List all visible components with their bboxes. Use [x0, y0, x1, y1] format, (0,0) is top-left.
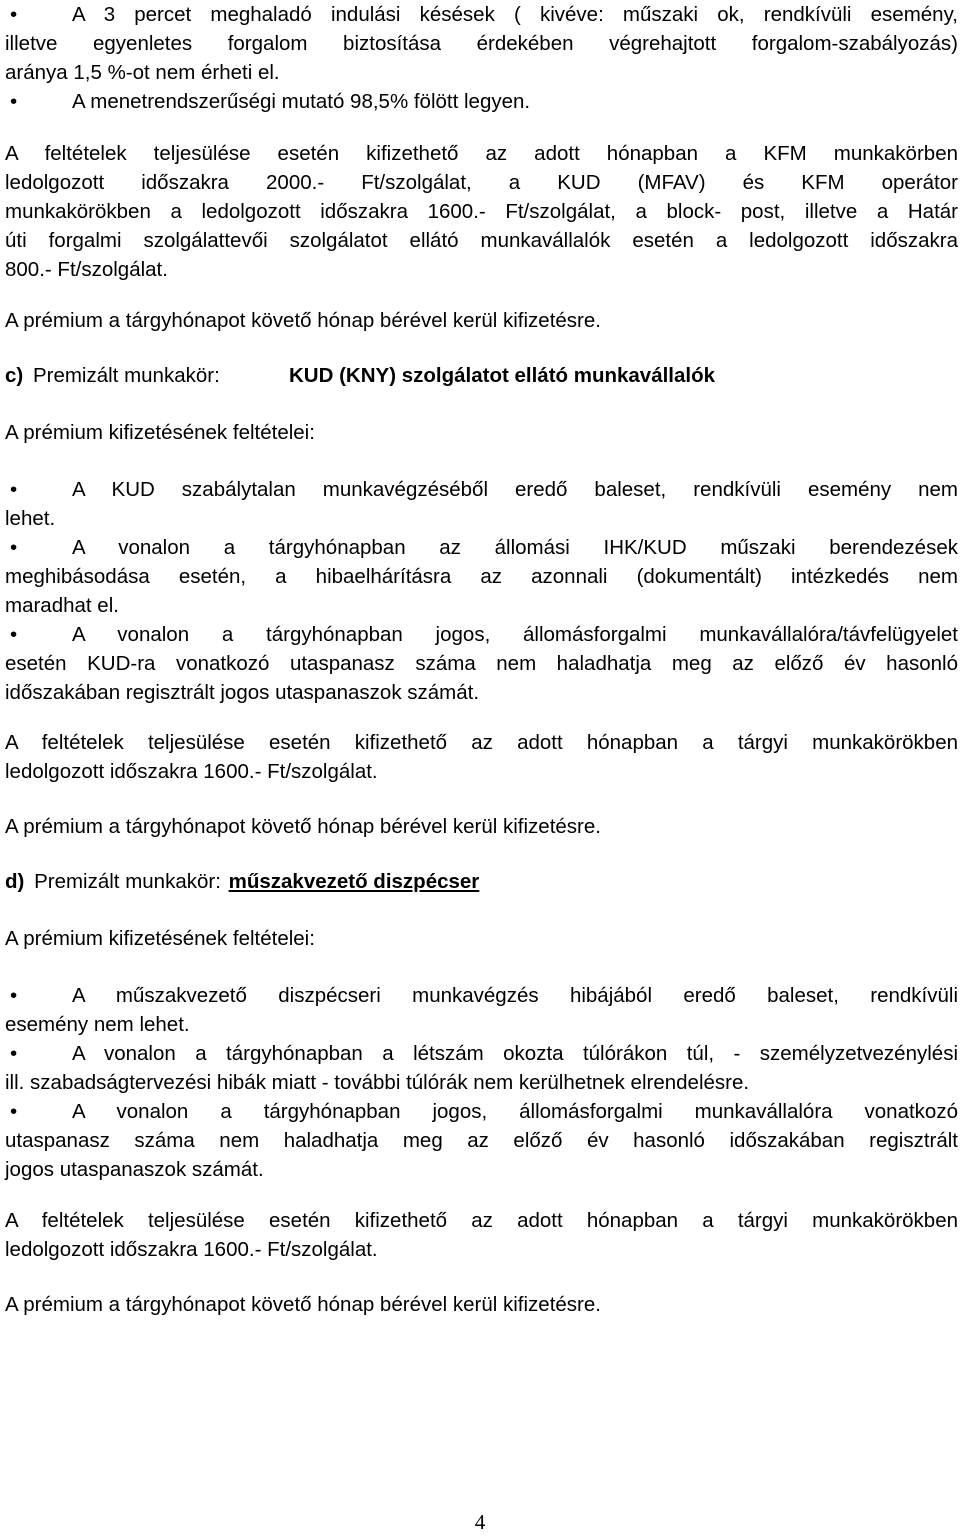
- bullet-icon: •: [10, 3, 18, 26]
- paragraph-line: 800.- Ft/szolgálat.: [5, 258, 168, 281]
- bullet-icon: •: [10, 478, 18, 501]
- bullet-text-continued: maradhat el.: [5, 594, 119, 617]
- bullet-text-continued: ill. szabadságtervezési hibák miatt - további túlórák nem kerülhetnek elrendelésre.: [5, 1071, 750, 1094]
- premium-note: [5, 306, 958, 335]
- payment-paragraph: [5, 139, 958, 284]
- bullet-text-continued: aránya 1,5 %-ot nem érheti el.: [5, 61, 280, 84]
- section-c-payment: [5, 728, 958, 786]
- bullet-list-top: [5, 0, 958, 116]
- bullet-item: [5, 981, 958, 1010]
- page-number: 4: [474, 1510, 486, 1534]
- bullet-item-schedule-index: [5, 87, 958, 116]
- bullet-text: A menetrendszerűségi mutató 98,5% fölött legyen.: [72, 90, 531, 113]
- conditions-title: A prémium kifizetésének feltételei:: [5, 927, 315, 950]
- bullet-text-continued: jogos utaspanaszok számát.: [5, 1158, 264, 1181]
- bullet-item: [5, 1039, 958, 1068]
- paragraph-line: A feltételek teljesülése esetén kifizethető az adott hónapban a tárgyi munkakörökben: [5, 1209, 958, 1232]
- paragraph-line: úti forgalmi szolgálattevői szolgálatot ellátó munkavállalók esetén a ledolgozott időszakra: [5, 229, 958, 252]
- paragraph-line: munkakörökben a ledolgozott időszakra 1600.- Ft/szolgálat, a block- post, illetve a Határ: [5, 200, 958, 223]
- section-c-conditions-list: [5, 475, 958, 707]
- section-d-heading: [5, 867, 958, 896]
- paragraph-line: A feltételek teljesülése esetén kifizethető az adott hónapban a tárgyi munkakörökben: [5, 731, 958, 754]
- bullet-text: A vonalon a tárgyhónapban jogos, állomásforgalmi munkavállalóra/távfelügyelet: [72, 623, 958, 646]
- bullet-item: [5, 620, 958, 649]
- bullet-icon: •: [10, 1042, 18, 1065]
- premium-note-text: A prémium a tárgyhónapot követő hónap bérével kerül kifizetésre.: [5, 1293, 601, 1316]
- premium-note-text: A prémium a tárgyhónapot követő hónap bérével kerül kifizetésre.: [5, 309, 601, 332]
- paragraph-line: A feltételek teljesülése esetén kifizethető az adott hónapban a KFM munkakörben: [5, 142, 958, 165]
- section-d-conditions-list: [5, 981, 958, 1184]
- section-label: Premizált munkakör:: [34, 870, 221, 893]
- section-d-premium-note: [5, 1290, 958, 1319]
- bullet-text: A vonalon a tárgyhónapban az állomási IHK/KUD műszaki berendezések: [72, 536, 958, 559]
- bullet-text-continued: időszakában regisztrált jogos utaspanaszok számát.: [5, 681, 480, 704]
- bullet-item-late-departures: [5, 0, 958, 29]
- section-c-premium-note: [5, 812, 958, 841]
- bullet-text-continued: illetve egyenletes forgalom biztosítása érdekében végrehajtott forgalom-szabályozás): [5, 32, 958, 55]
- bullet-item: [5, 1097, 958, 1126]
- bullet-text: A vonalon a tárgyhónapban a létszám okozta túlórákon túl, - személyzetvezénylési: [72, 1042, 958, 1065]
- paragraph-line: ledolgozott időszakra 1600.- Ft/szolgálat.: [5, 1238, 378, 1261]
- section-c-conditions-title: [5, 418, 958, 447]
- section-role: KUD (KNY) szolgálatot ellátó munkavállalók: [289, 364, 716, 387]
- section-label: Premizált munkakör:: [32, 364, 220, 387]
- bullet-icon: •: [10, 1100, 18, 1123]
- section-letter: d): [5, 870, 25, 893]
- paragraph-line: ledolgozott időszakra 2000.- Ft/szolgálat, a KUD (MFAV) és KFM operátor: [5, 171, 958, 194]
- bullet-icon: •: [10, 90, 18, 113]
- section-d-conditions-title: [5, 924, 958, 953]
- bullet-text: A vonalon a tárgyhónapban jogos, állomásforgalmi munkavállalóra vonatkozó: [72, 1100, 958, 1123]
- bullet-item: [5, 475, 958, 504]
- section-c-heading: [5, 361, 958, 390]
- section-role: műszakvezető diszpécser: [228, 870, 480, 893]
- bullet-icon: •: [10, 984, 18, 1007]
- bullet-item: [5, 533, 958, 562]
- bullet-text-continued: lehet.: [5, 507, 56, 530]
- bullet-text-continued: meghibásodása esetén, a hibaelhárításra az azonnali (dokumentált) intézkedés nem: [5, 565, 958, 588]
- conditions-title: A prémium kifizetésének feltételei:: [5, 421, 315, 444]
- bullet-text: A KUD szabálytalan munkavégzéséből eredő baleset, rendkívüli esemény nem: [72, 478, 958, 501]
- bullet-text-continued: esetén KUD-ra vonatkozó utaspanasz száma nem haladhatja meg az előző év hasonló: [5, 652, 958, 675]
- bullet-text-continued: esemény nem lehet.: [5, 1013, 190, 1036]
- bullet-text: A 3 percet meghaladó indulási késések ( kivéve: műszaki ok, rendkívüli esemény,: [72, 3, 958, 26]
- bullet-text-continued: utaspanasz száma nem haladhatja meg az előző év hasonló időszakában regisztrált: [5, 1129, 958, 1152]
- section-d-payment: [5, 1206, 958, 1264]
- bullet-icon: •: [10, 623, 18, 646]
- premium-note-text: A prémium a tárgyhónapot követő hónap bérével kerül kifizetésre.: [5, 815, 601, 838]
- bullet-text: A műszakvezető diszpécseri munkavégzés hibájából eredő baleset, rendkívüli: [72, 984, 958, 1007]
- bullet-icon: •: [10, 536, 18, 559]
- paragraph-line: ledolgozott időszakra 1600.- Ft/szolgálat.: [5, 760, 378, 783]
- section-letter: c): [5, 364, 24, 387]
